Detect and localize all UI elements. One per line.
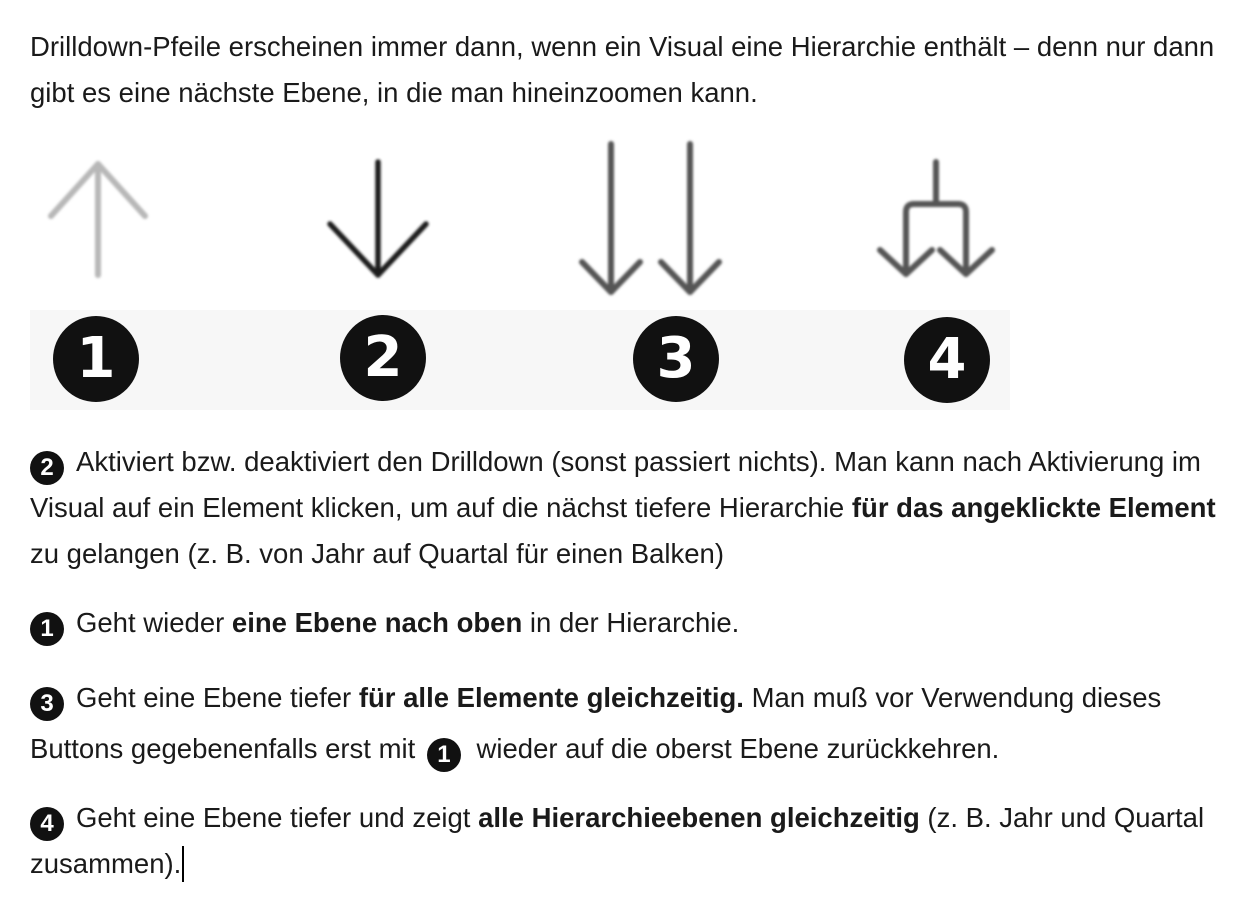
desc-3-text-3: wieder auf die oberst Ebene zurückkehren.	[468, 733, 1000, 764]
expand-hierarchy-arrow-icon	[880, 162, 992, 274]
badge-1: 1	[53, 316, 139, 402]
desc-2-bold: für das angeklickte Element	[851, 492, 1216, 523]
desc-4-bold: alle Hierarchieebenen gleichzeitig	[478, 802, 920, 833]
badge-3: 3	[633, 316, 719, 402]
text-cursor[interactable]	[182, 846, 184, 882]
drill-up-arrow-icon	[51, 164, 145, 275]
marker-4: 4	[30, 807, 64, 841]
desc-3-bold: für alle Elemente gleichzeitig.	[358, 682, 744, 713]
desc-3-text-1: Geht eine Ebene tiefer	[76, 682, 359, 713]
marker-2: 2	[30, 451, 64, 485]
desc-2-text-2: zu gelangen (z. B. von Jahr auf Quartal für einen Balken)	[30, 538, 725, 569]
drill-icons-svg	[30, 132, 1010, 410]
desc-3-text-2: Man muß vor Verwendung dieses Buttons gegebenenfalls erst mit	[30, 682, 1162, 764]
badge-4: 4	[904, 317, 990, 403]
desc-4-text-1: Geht eine Ebene tiefer und zeigt	[76, 802, 479, 833]
inline-marker-1: 1	[427, 738, 461, 772]
badge-band	[30, 310, 1010, 410]
description-3	[30, 672, 1235, 774]
intro-paragraph: Drilldown-Pfeile erscheinen immer dann, wenn ein Visual eine Hierarchie enthält – denn nur dann gibt es eine nächste Ebene, in die man hineinzoomen kann.	[30, 31, 1215, 108]
desc-1-text-2: in der Hierarchie.	[522, 607, 740, 638]
badge-2: 2	[340, 315, 426, 401]
marker-3: 3	[30, 687, 64, 721]
double-down-arrow-icon	[582, 144, 719, 292]
desc-1-text-1: Geht wieder	[76, 607, 232, 638]
drill-down-arrow-icon	[330, 162, 426, 275]
drill-icons-figure	[30, 132, 1010, 410]
description-1	[30, 600, 1235, 646]
desc-2-text-1: Aktiviert bzw. deaktiviert den Drilldown (sonst passiert nichts). Man kann nach Aktivierung im Visual auf ein Element klicken, um auf die nächst tiefere Hierarchie	[30, 446, 1201, 523]
description-4	[30, 795, 1235, 887]
description-2	[30, 439, 1235, 577]
marker-1: 1	[30, 612, 64, 646]
desc-1-bold: eine Ebene nach oben	[231, 607, 523, 638]
desc-4-text-2: (z. B. Jahr und Quartal zusammen).	[30, 802, 1205, 879]
